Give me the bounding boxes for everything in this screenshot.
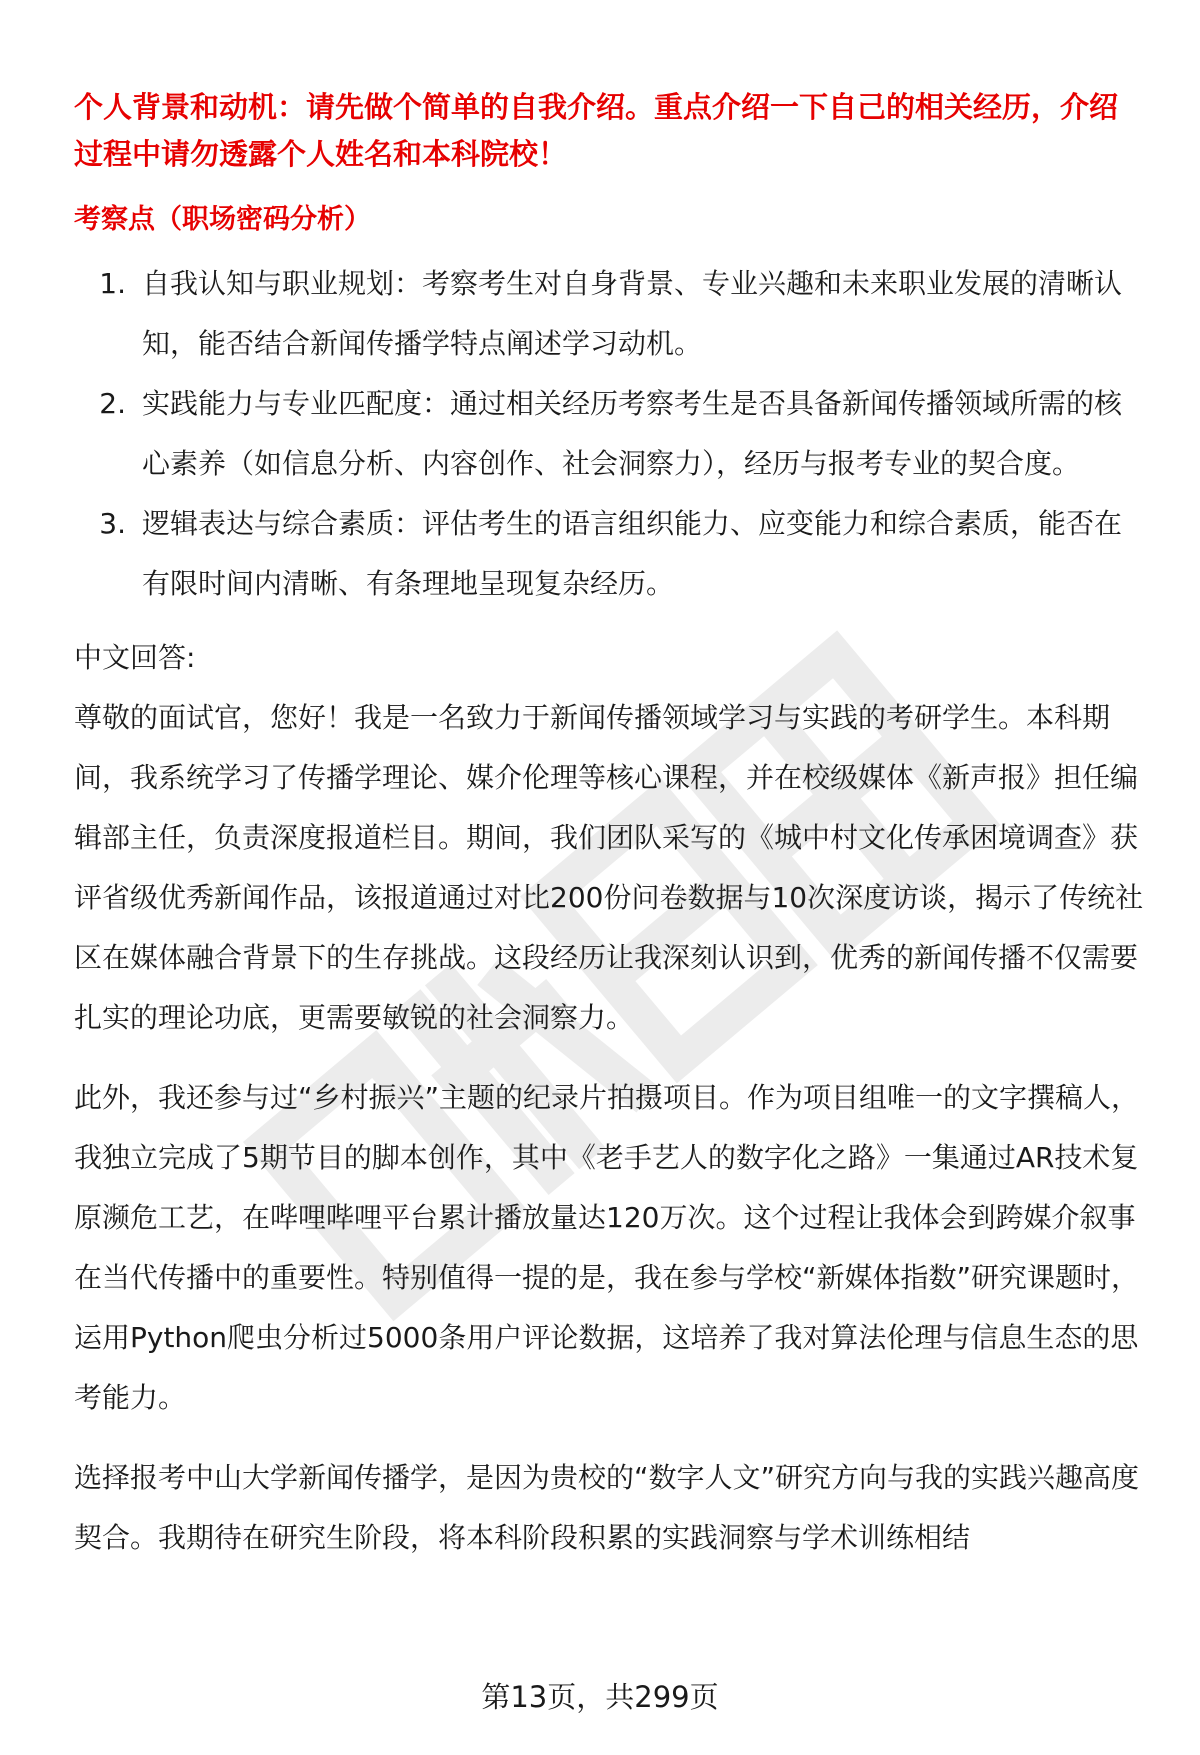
list-item-text: 实践能力与专业匹配度：通过相关经历考察考生是否具备新闻传播领域所需的核心素养（如信息分析、内容创作、社会洞察力），经历与报考专业的契合度。 (142, 387, 1123, 480)
answer-label: 中文回答: (74, 641, 196, 674)
answer-paragraph: 选择报考中山大学新闻传播学，是因为贵校的“数字人文”研究方向与我的实践兴趣高度契合。我期待在研究生阶段，将本科阶段积累的实践洞察与学术训练相结 (74, 1461, 1140, 1554)
assessment-points-list (74, 254, 1146, 614)
question-heading: 个人背景和动机：请先做个简单的自我介绍。重点介绍一下自己的相关经历，介绍过程中请勿透露个人姓名和本科院校！ (74, 90, 1119, 171)
list-item (74, 374, 1146, 494)
list-item (74, 254, 1146, 374)
list-item-text: 逻辑表达与综合素质：评估考生的语言组织能力、应变能力和综合素质，能否在有限时间内清晰、有条理地呈现复杂经历。 (142, 507, 1123, 600)
page-number-footer: 第13页，共299页 (481, 1680, 719, 1714)
list-item (74, 494, 1146, 614)
answer-paragraph: 此外，我还参与过“乡村振兴”主题的纪录片拍摄项目。作为项目组唯一的文字撰稿人，我独立完成了5期节目的脚本创作，其中《老手艺人的数字化之路》一集通过AR技术复原濒危工艺，在哔哩哔哩平台累计播放量达120万次。这个过程让我体会到跨媒介叙事在当代传播中的重要性。特别值得一提的是，我在参与学校“新媒体指数”研究课题时，运用Python爬虫分析过5000条用户评论数据，这培养了我对算法伦理与信息生态的思考能力。 (74, 1081, 1140, 1414)
list-number: 2. (99, 387, 126, 420)
list-number: 3. (99, 507, 126, 540)
document-page (74, 84, 1146, 1568)
list-number: 1. (99, 267, 126, 300)
list-item-text: 自我认知与职业规划：考察考生对自身背景、专业兴趣和未来职业发展的清晰认知，能否结合新闻传播学特点阐述学习动机。 (142, 267, 1123, 360)
assessment-points-heading: 考察点（职场密码分析） (74, 204, 371, 235)
answer-paragraph: 尊敬的面试官，您好！我是一名致力于新闻传播领域学习与实践的考研学生。本科期间，我系统学习了传播学理论、媒介伦理等核心课程，并在校级媒体《新声报》担任编辑部主任，负责深度报道栏目。期间，我们团队采写的《城中村文化传承困境调查》获评省级优秀新闻作品，该报道通过对比200份问卷数据与10次深度访谈，揭示了传统社区在媒体融合背景下的生存挑战。这段经历让我深刻认识到，优秀的新闻传播不仅需要扎实的理论功底，更需要敏锐的社会洞察力。 (74, 701, 1144, 1034)
